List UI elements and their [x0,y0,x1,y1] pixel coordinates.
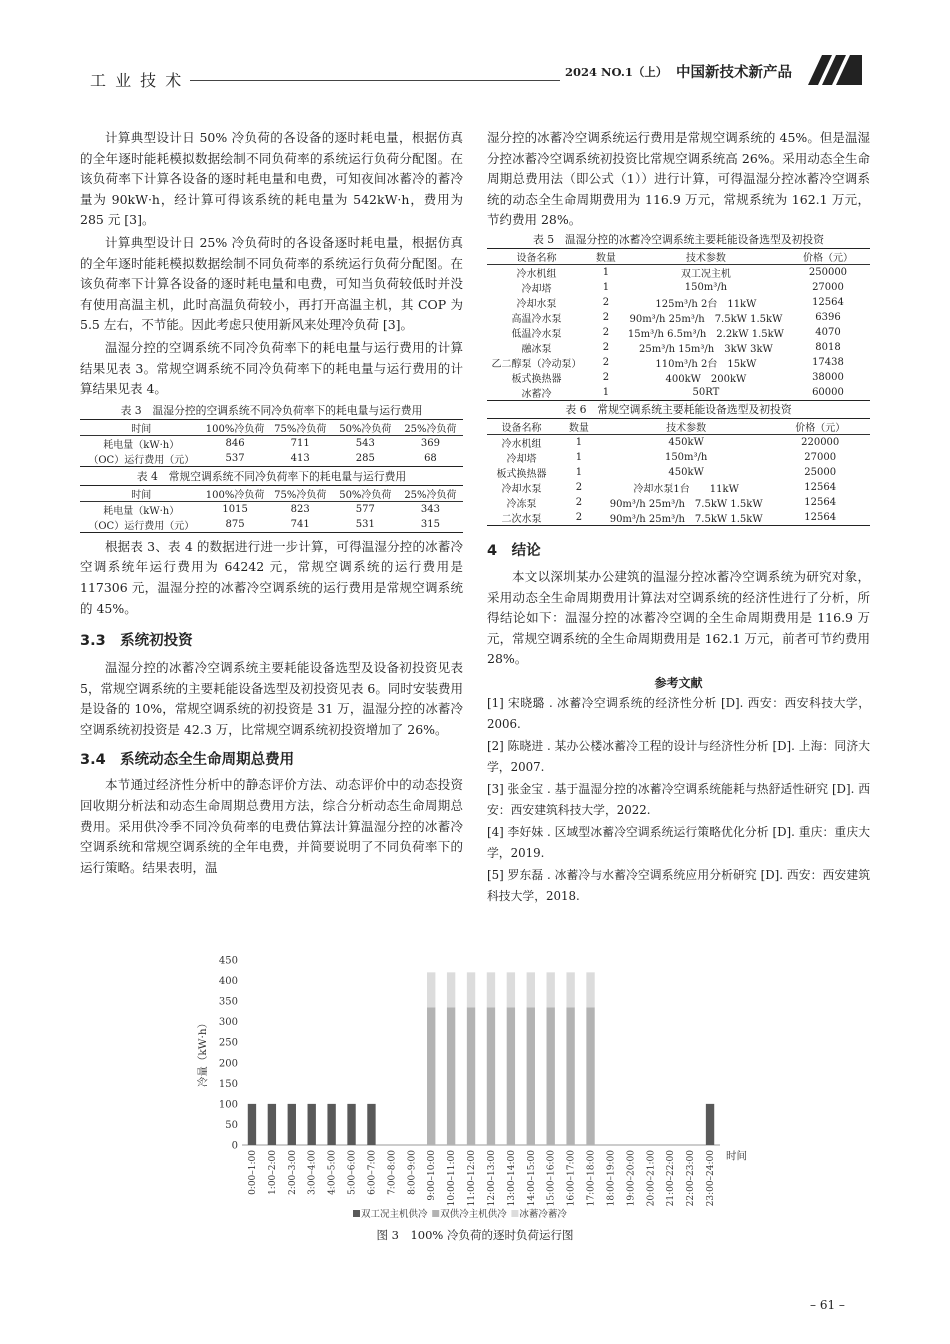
y-tick-label: 150 [218,1078,238,1090]
header-rule [190,80,560,81]
reference-item: [5] 罗东磊 . 冰蓄冷与水蓄冷空调系统应用分析研究 [D]. 西安：西安建筑科技大学，2018. [487,867,870,904]
paragraph-25-load: 计算典型设计日 25% 冷负荷时的各设备逐时耗电量，根据仿真的全年逐时能耗模拟数据绘制不同负荷率的系统运行负荷分配图。在该负荷率下计算各设备的逐时耗电量和电费，可知当负荷较低时并没有使用高温主机，此时高温负荷较小，再打开高温主机，其 COP 为 5.5 左右，不节能。因此考虑只使用新风来处理冷负荷 [3]。 [80,234,463,333]
table-cell: 2 [602,356,610,368]
table3-caption: 表 3 温湿分控的空调系统不同冷负荷率下的耗电量与运行费用 [120,403,423,417]
x-tick-label: 9:00–10:00 [427,1150,438,1201]
table-cell: 450kW [668,436,704,448]
table-row [487,385,870,401]
table-cell: 90m³/h 25m³/h 7.5kW 1.5kW [629,313,783,325]
paragraph-lifecycle-cont: 湿分控的冰蓄冷空调系统运行费用是常规空调系统的 45%。但是温湿分控冰蓄冷空调系统初投资比常规空调系统高 26%。采用动态全生命周期总费用法（即公式（1））进行计算，可得温湿分控冰蓄冷空调系统的动态全生命周期费用为 116.9 万元，常规系统为 162.1 万元，节约费用 28%。 [487,130,870,228]
legend-swatch [432,1210,439,1217]
table-cell: 150m³/h [684,281,728,293]
table-cell: 400kW 200kW [665,373,747,385]
paragraph-table-intro: 温湿分控的空调系统不同冷负荷率下的耗电量与运行费用的计算结果见表 3。常规空调系统不同冷负荷率下的耗电量与运行费用的计算结果见表 4。 [80,339,463,397]
x-tick-label: 10:00–11:00 [447,1150,458,1207]
bar-segment [527,972,535,1007]
table-row [487,295,870,310]
figure-3-caption: 图 3 100% 冷负荷的逐时负荷运行图 [376,1228,574,1242]
table-cell: 2 [575,511,583,523]
x-tick-label: 8:00–9:00 [407,1150,418,1195]
paragraph-lifecycle: 本节通过经济性分析中的静态评价方法、动态评价中的动态投资回收期分析法和动态生命周期总费用方法，综合分析动态生命周期总费用。采用供冷季不同冷负荷率的电费估算法计算温湿分控的冰蓄冷空调系统和常规空调系统的全年电费，并简要说明了不同负荷率下的运行策略。结果表明，温 [80,777,463,875]
references-title: 参考文献 [654,675,703,690]
y-tick-label: 0 [231,1140,238,1152]
x-tick-label: 17:00–18:00 [586,1150,597,1207]
bar-segment [487,972,495,1007]
table-row [80,501,463,517]
table3 [80,419,463,467]
x-tick-label: 1:00–2:00 [267,1150,278,1195]
table-cell: 1015 [222,503,248,515]
section-4-heading: 4 结论 [487,542,541,559]
legend-label: 双供冷主机供冷 [440,1209,507,1220]
table-cell: 1 [602,386,610,398]
table-cell: 冷却水泵 [501,483,542,495]
bar-segment [427,1007,435,1145]
table-cell: 413 [290,452,310,464]
bar-segment [706,1104,714,1145]
x-tick-label: 22:00–23:00 [686,1150,697,1207]
table-cell: 2 [575,481,583,493]
bar-segment [308,1104,316,1145]
x-tick-label: 12:00–13:00 [486,1150,497,1207]
bar-segment [467,1007,475,1145]
table-header-cell: 时间 [80,485,203,501]
table-row [487,310,870,325]
bar-segment [367,1104,375,1145]
x-tick-label: 5:00–6:00 [347,1150,358,1195]
y-tick-label: 450 [218,955,238,967]
header-section-label: 工 业 技 术 [90,71,184,90]
table-cell: 285 [355,452,375,464]
x-tick-label: 19:00–20:00 [626,1150,637,1207]
table-cell: 12564 [804,481,837,493]
x-tick-label: 20:00–21:00 [646,1150,657,1207]
table-cell: 543 [355,437,375,449]
table-cell: 1 [575,466,583,478]
table-row [487,280,870,295]
table-cell: 250000 [808,266,848,278]
table-row [80,517,463,533]
table-header-cell: 75%冷负荷 [268,485,333,501]
paragraph-initial-investment: 温湿分控的冰蓄冷空调系统主要耗能设备选型及设备初投资见表 5，常规空调系统的主要耗能设备选型及初投资见表 6。同时安装费用是设备的 10%，常规空调系统的初投资是 31 万，温湿分控的冰蓄冷空调系统初投资是 42.3 万，比常规空调系统初投资增加了 26%。 [80,660,463,737]
y-tick-label: 250 [218,1037,238,1049]
table-cell: 板式换热器 [496,468,547,480]
table-row [487,495,870,510]
table-cell: 12564 [804,496,837,508]
table-cell: 低温冷水泵 [511,328,562,340]
y-tick-label: 350 [218,996,238,1008]
bar-segment [288,1104,296,1145]
table-cell: 冷却水泵1台 11kW [633,483,739,495]
table4-caption: 表 4 常规空调系统不同冷负荷率下的耗电量与运行费用 [136,469,407,483]
table-cell: 2 [602,296,610,308]
x-tick-label: 21:00–22:00 [666,1150,677,1207]
bar-segment [566,1007,574,1145]
table-cell: 27000 [804,451,837,463]
table-cell: 2 [602,311,610,323]
table-cell: 90m³/h 25m³/h 7.5kW 1.5kW [609,498,763,510]
table-cell: 1 [575,436,583,448]
table-header-cell: 100%冷负荷 [203,485,268,501]
table-row [80,451,463,467]
table-cell: 50RT [692,386,720,398]
table-cell: 融冰泵 [521,343,552,355]
legend-swatch [353,1210,360,1217]
reference-item: [3] 张金宝 . 基于温湿分控的冰蓄冷空调系统能耗与热舒适性研究 [D]. 西安：西安建筑科技大学，2022. [487,781,870,818]
page-number: – 61 – [810,1298,845,1312]
table-cell: 1 [602,281,610,293]
table-cell: 2 [602,371,610,383]
table-cell: 高温冷水泵 [511,313,562,325]
table-cell: 冰蓄冷 [521,388,552,400]
table-header-cell: 25%冷负荷 [398,419,463,435]
bar-segment [586,1007,594,1145]
bar-segment [507,1007,515,1145]
table-cell: 537 [225,452,245,464]
paragraph-conclusion: 本文以深圳某办公建筑的温湿分控冰蓄冷空调系统为研究对象，采用动态全生命周期费用计算法对空调系统的经济性进行了分析，所得结论如下：温湿分控的冰蓄冷空调的全生命周期费用是 116.9 万元，常规空调系统的全生命周期费用是 162.1 万元，前者可节约费用 28%。 [487,568,870,667]
bar-segment [547,972,555,1007]
table-cell: 741 [290,518,310,530]
header-stripes-icon [808,55,862,85]
table-cell: （OC）运行费用（元） [88,520,195,532]
table-header-cell: 25%冷负荷 [398,485,463,501]
table-row [487,325,870,340]
table-row [487,450,870,465]
x-tick-label: 15:00–16:00 [546,1150,557,1207]
x-tick-label: 13:00–14:00 [506,1150,517,1207]
table-header-cell: 价格（元） [770,418,870,434]
bar-segment [527,1007,535,1145]
table5 [487,248,870,401]
table-row [487,370,870,385]
table-cell: 4070 [815,326,841,338]
table-cell: 15m³/h 6.5m³/h 2.2kW 1.5kW [627,328,784,340]
table-cell: 12564 [812,296,844,308]
x-tick-label: 3:00–4:00 [307,1150,318,1195]
table-header-cell: 设备名称 [487,418,556,434]
table-cell: 冷冻泵 [506,498,537,510]
table-cell: 双工况主机 [680,268,731,280]
table-cell: 25m³/h 15m³/h 3kW 3kW [639,343,773,355]
x-tick-label: 2:00–3:00 [287,1150,298,1195]
table-header-cell: 数量 [556,418,602,434]
table-cell: 冷却水泵 [516,298,557,310]
table-cell: 68 [424,452,437,464]
legend-label: 双工况主机供冷 [361,1209,428,1220]
page-header [0,0,950,100]
table5-caption: 表 5 温湿分控的冰蓄冷空调系统主要耗能设备选型及初投资 [532,232,825,246]
table6-caption: 表 6 常规空调系统主要耗能设备选型及初投资 [565,402,792,416]
paragraph-50-load: 计算典型设计日 50% 冷负荷的各设备的逐时耗电量，根据仿真的全年逐时能耗模拟数据绘制不同负荷率的系统运行负荷分配图。在该负荷率下计算各设备的逐时耗电量和电费，可知夜间冰蓄冷的蓄冷量为 90kW·h，经计算可得该系统的耗电量为 542kW·h，费用为 285 元 [3]。 [80,130,463,228]
table-row [487,355,870,370]
table-cell: 耗电量（kW·h） [103,505,180,517]
table-cell: 315 [420,518,440,530]
table-cell: 板式换热器 [511,373,562,385]
table-cell: 110m³/h 2台 15kW [655,358,757,370]
table-header-cell: 设备名称 [487,248,586,264]
table-cell: 冷水机组 [516,268,557,280]
header-journal: 中国新技术新产品 [676,65,792,81]
table-cell: 577 [355,503,375,515]
table-cell: 耗电量（kW·h） [103,439,180,451]
y-tick-label: 50 [225,1119,238,1131]
bar-segment [427,972,435,1007]
bar-segment [507,972,515,1007]
y-axis-title: 冷量（kW·h） [197,1017,209,1088]
table-cell: 2 [575,496,583,508]
table-row [487,480,870,495]
bar-segment [268,1104,276,1145]
reference-item: [4] 李好妹 . 区域型冰蓄冷空调系统运行策略优化分析 [D]. 重庆：重庆大学，2019. [487,824,870,861]
table6 [487,418,870,526]
y-tick-label: 400 [218,976,238,988]
table-row [487,340,870,355]
table-cell: （OC）运行费用（元） [88,454,195,466]
left-column [80,128,463,878]
x-tick-label: 11:00–12:00 [467,1150,478,1207]
load-chart [190,950,770,1250]
table-cell: 711 [290,437,310,449]
bar-segment [487,1007,495,1145]
x-axis-title: 时间 [726,1150,747,1162]
table-row [80,435,463,451]
table-cell: 823 [290,503,310,515]
section-3-3-heading: 3.3 系统初投资 [80,633,193,650]
table-header-cell: 技术参数 [626,248,786,264]
bar-segment [327,1104,335,1145]
table-cell: 乙二醇泵（冷动泵） [491,358,582,370]
table-row [487,264,870,280]
table-cell: 17438 [812,356,844,368]
x-tick-label: 14:00–15:00 [526,1150,537,1207]
references-list [487,693,870,908]
bar-segment [447,972,455,1007]
x-tick-label: 7:00–8:00 [387,1150,398,1195]
table-cell: 8018 [815,341,841,353]
figure-3 [190,950,770,1250]
table-header-cell: 数量 [586,248,626,264]
table-cell: 90m³/h 25m³/h 7.5kW 1.5kW [609,513,763,525]
table-header-cell: 75%冷负荷 [268,419,333,435]
table-cell: 二次水泵 [501,513,542,525]
bar-segment [547,1007,555,1145]
table-header-cell: 价格（元） [786,248,870,264]
table4 [80,485,463,533]
bar-segment [586,972,594,1007]
table-cell: 150m³/h [664,451,708,463]
y-tick-label: 300 [218,1017,238,1029]
legend-label: 冰蓄冷蓄冷 [519,1209,567,1220]
x-tick-label: 16:00–17:00 [566,1150,577,1207]
table-cell: 2 [602,326,610,338]
table-cell: 25000 [804,466,837,478]
table-cell: 6396 [815,311,841,323]
table-cell: 369 [420,437,440,449]
bar-segment [248,1104,256,1145]
table-cell: 343 [420,503,440,515]
x-tick-label: 4:00–5:00 [327,1150,338,1195]
table-cell: 220000 [801,436,840,448]
table-cell: 1 [575,451,583,463]
table-cell: 125m³/h 2台 11kW [655,298,757,310]
table-cell: 846 [225,437,245,449]
table-row [487,465,870,480]
table-header-cell: 50%冷负荷 [333,485,398,501]
table-cell: 450kW [668,466,704,478]
table-cell: 875 [225,518,245,530]
table-cell: 60000 [812,386,844,398]
header-issue: 2024 NO.1（上） [565,65,668,79]
table-header-cell: 技术参数 [602,418,771,434]
right-column [487,128,870,908]
legend-swatch [511,1210,518,1217]
table-header-cell: 100%冷负荷 [203,419,268,435]
y-tick-label: 200 [218,1058,238,1070]
table-header-cell: 50%冷负荷 [333,419,398,435]
table-row [487,434,870,450]
y-tick-label: 100 [218,1099,238,1111]
x-tick-label: 6:00–7:00 [367,1150,378,1195]
table-cell: 38000 [812,371,844,383]
x-tick-label: 18:00–19:00 [606,1150,617,1207]
section-3-4-heading: 3.4 系统动态全生命周期总费用 [80,752,295,769]
table-cell: 531 [355,518,375,530]
table-cell: 12564 [804,511,837,523]
reference-item: [2] 陈晓进 . 某办公楼冰蓄冷工程的设计与经济性分析 [D]. 上海：同济大学，2007. [487,738,870,775]
table-cell: 冷水机组 [501,438,542,450]
bar-segment [467,972,475,1007]
x-tick-label: 0:00–1:00 [247,1150,258,1195]
table-cell: 2 [602,341,610,353]
bar-segment [566,972,574,1007]
table-cell: 27000 [812,281,844,293]
paragraph-annual-cost: 根据表 3、表 4 的数据进行进一步计算，可得温湿分控的冰蓄冷空调系统年运行费用为 64242 元，常规空调系统的运行费用是 117306 元，温湿分控的冰蓄冷空调系统的运行费用是常规空调系统的 45%。 [80,538,463,616]
table-cell: 冷却塔 [506,453,537,465]
table-row [487,510,870,526]
table-cell: 1 [602,266,610,278]
bar-segment [347,1104,355,1145]
table-cell: 冷却塔 [521,283,552,295]
reference-item: [1] 宋晓璐 . 冰蓄冷空调系统的经济性分析 [D]. 西安：西安科技大学，2006. [487,695,870,732]
x-tick-label: 23:00–24:00 [706,1150,717,1207]
table-header-cell: 时间 [80,419,203,435]
bar-segment [447,1007,455,1145]
